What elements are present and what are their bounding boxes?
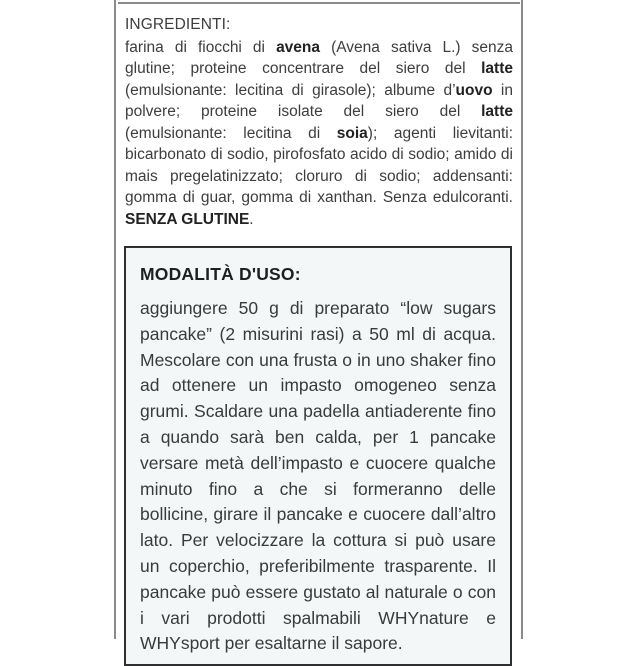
ingredients-section: [125, 14, 513, 230]
directions-heading: MODALITÀ D'USO:: [140, 264, 301, 284]
directions-box: [124, 246, 512, 666]
ingredients-text: farina di fiocchi di avena (Avena sativa L.) senza glutine; proteine concentrare del siero del latte (emulsionante: lecitina di girasole); albume d’uovo in polvere; proteine isolate del siero del latte (emulsionante: lecitina di soia); agenti lievitanti: bicarbonato di sodio, pirofosfato acido di sodio; amido di mais pregelatinizzato; cloruro di sodio; addensanti: gomma di guar, gomma di xanthan. Senza edulcoranti. SENZA GLUTINE.: [125, 38, 514, 228]
top-divider-rule: [118, 2, 520, 4]
ingredients-heading: INGREDIENTI:: [125, 16, 231, 33]
left-border-rule: [114, 0, 116, 639]
directions-text: aggiungere 50 g di preparato “low sugars pancake” (2 misurini rasi) a 50 ml di acqua. Mescolare con una frusta o in uno shaker fino ad ottenere un impasto omogeneo senza grumi. Scaldare una padella antiaderente fino a quando sarà ben calda, per 1 pancake versare metà dell’impasto e cuocere qualche minuto fino a che si formeranno delle bollicine, girare il pancake e cuocere dall’altro lato. Per velocizzare la cottura si può usare un coperchio, preferibilmente trasparente. Il pancake può essere gustato al naturale o con i vari prodotti spalmabili WHYnature e WHYsport per esaltarne il sapore.: [140, 298, 496, 654]
right-border-rule: [521, 0, 523, 639]
